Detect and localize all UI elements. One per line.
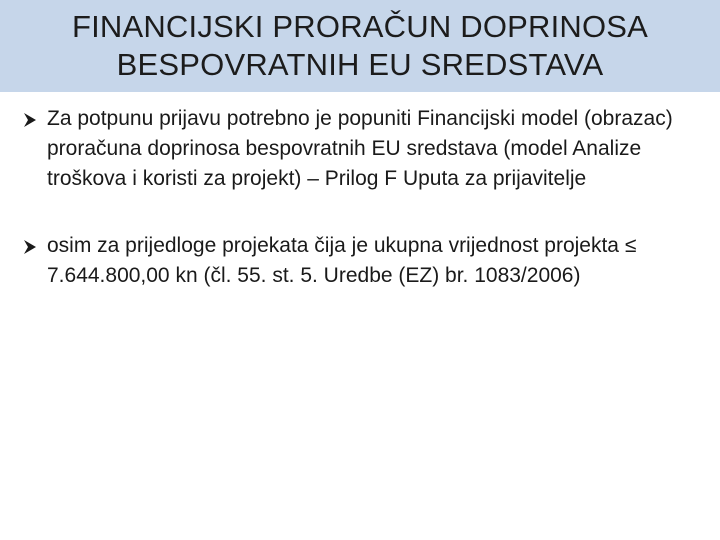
bullet-item <box>22 104 712 194</box>
bullet-item <box>22 231 712 291</box>
slide-title-line-2: BESPOVRATNIH EU SREDSTAVA <box>116 47 604 82</box>
slide-title-line-1: FINANCIJSKI PRORAČUN DOPRINOSA <box>71 9 649 44</box>
bullet-text: osim za prijedloge projekata čija je ukupna vrijednost projekta ≤ 7.644.800,00 kn (čl. 55. st. 5. Uredbe (EZ) br. 1083/2006) <box>47 234 637 287</box>
arrowhead-bullet-icon <box>22 239 38 255</box>
slide-body <box>22 104 712 291</box>
slide-title-band <box>0 0 720 92</box>
arrowhead-bullet-icon <box>22 112 38 128</box>
bullet-text: Za potpunu prijavu potrebno je popuniti Financijski model (obrazac) proračuna doprinosa bespovratnih EU sredstava (model Analize troškova i koristi za projekt) – Prilog F Uputa za prijavitelje <box>47 107 673 190</box>
